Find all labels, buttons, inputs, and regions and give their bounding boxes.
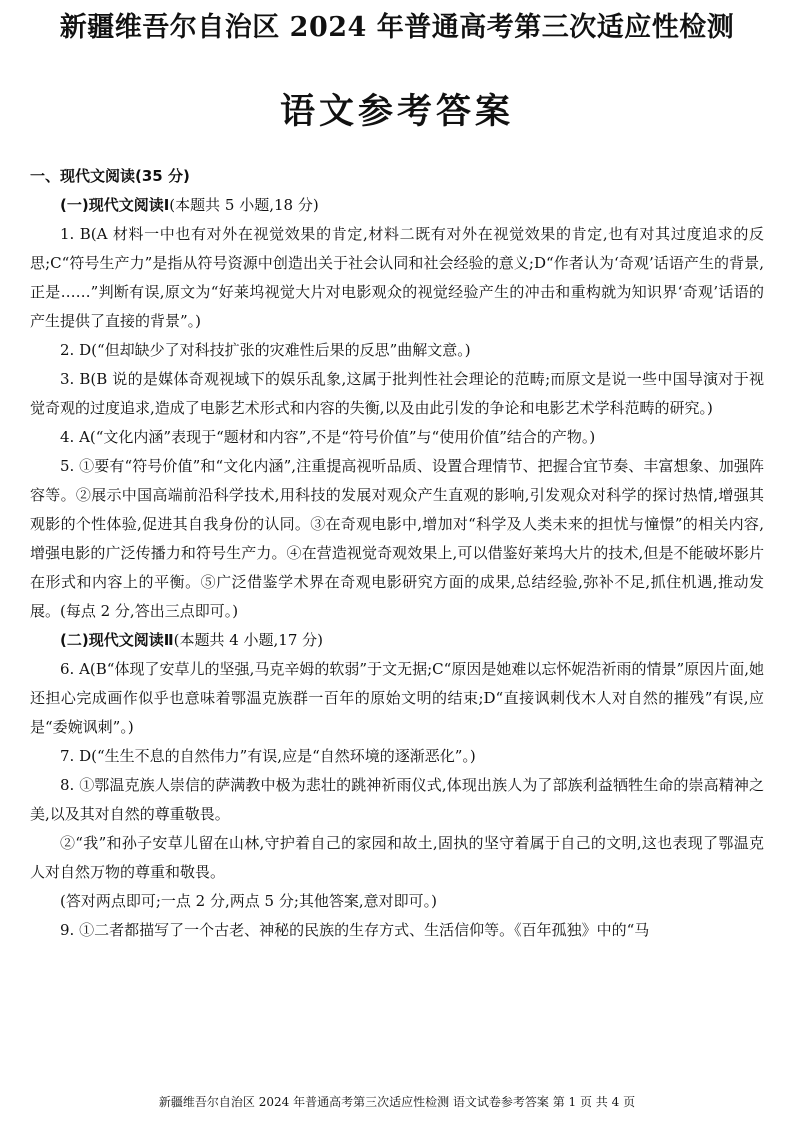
document-title: 语文参考答案 <box>279 92 514 132</box>
answer-q6: 6. A(B“体现了安草儿的坚强,马克辛姆的软弱”于文无据;C“原因是她难以忘怀妮浩祈雨的情景”原因片面,她还担心完成画作似乎也意味着鄂温克族群一百年的原始文明的结束;D“直接讽刺伐木人对自然的摧残”有误,应是“委婉讽刺”。) <box>30 660 764 736</box>
subsection-title: (一)现代文阅读Ⅰ <box>60 196 170 214</box>
answer-q9: 9. ①二者都描写了一个古老、神秘的民族的生存方式、生活信仰等。《百年孤独》中的“马 <box>60 921 650 939</box>
subsection-note: (本题共 5 小题,18 分) <box>169 196 319 214</box>
answer-content <box>30 162 764 945</box>
section-heading-modern-reading: 一、现代文阅读(35 分) <box>30 167 190 185</box>
answer-q5: 5. ①要有“符号价值”和“文化内涵”,注重提高视听品质、设置合理情节、把握合宜节奏、丰富想象、加强阵容等。②展示中国高端前沿科学技术,用科技的发展对观众产生直观的影响,引发观众对科学的探讨热情,增强其观影的个性体验,促进其自我身份的认同。③在奇观电影中,增加对“科学及人类未来的担忧与憧憬”的相关内容,增强电影的广泛传播力和符号生产力。④在营造视觉奇观效果上,可以借鉴好莱坞大片的技术,但是不能破坏影片在形式和内容上的平衡。⑤广泛借鉴学术界在奇观电影研究方面的成果,总结经验,弥补不足,抓住机遇,推动发展。(每点 2 分,答出三点即可。) <box>30 457 764 620</box>
answer-q3: 3. B(B 说的是媒体奇观视域下的娱乐乱象,这属于批判性社会理论的范畴;而原文是说一些中国导演对于视觉奇观的过度追求,造成了电影艺术形式和内容的失衡,以及由此引发的争论和电影艺术学科范畴的研究。) <box>30 370 764 417</box>
answer-q1: 1. B(A 材料一中也有对外在视觉效果的肯定,材料二既有对外在视觉效果的肯定,也有对其过度追求的反思;C“符号生产力”是指从符号资源中创造出关于社会认同和社会经验的意义;D“作者认为‘奇观’话语产生的背景,正是……”判断有误,原文为“好莱坞视觉大片对电影观众的视觉经验产生的冲击和重构就为知识界‘奇观’话语的产生提供了直接的背景”。) <box>30 225 764 330</box>
answer-q4: 4. A(“文化内涵”表现于“题材和内容”,不是“符号价值”与“使用价值”结合的产物。) <box>60 428 596 446</box>
subsection-note: (本题共 4 小题,17 分) <box>173 631 324 649</box>
answer-q8-point-1: 8. ①鄂温克族人崇信的萨满教中极为悲壮的跳神祈雨仪式,体现出族人为了部族利益牺牲生命的崇高精神之美,以及其对自然的尊重敬畏。 <box>30 776 764 823</box>
subsection-title: (二)现代文阅读Ⅱ <box>60 631 174 649</box>
answer-q2: 2. D(“但却缺少了对科技扩张的灾难性后果的反思”曲解文意。) <box>60 341 471 359</box>
answer-q8-point-2: ②“我”和孙子安草儿留在山林,守护着自己的家园和故土,固执的坚守着属于自己的文明,这也表现了鄂温克人对自然万物的尊重和敬畏。 <box>30 834 764 881</box>
subsection-heading-reading-2 <box>30 626 764 655</box>
answer-q7: 7. D(“生生不息的自然伟力”有误,应是“自然环境的逐渐恶化”。) <box>60 747 476 765</box>
subsection-heading-reading-1 <box>30 191 764 220</box>
page-footer: 新疆维吾尔自治区 2024 年普通高考第三次适应性检测 语文试卷参考答案 第 1 页 共 4 页 <box>158 1095 636 1109</box>
answer-q8-scoring-note: (答对两点即可;一点 2 分,两点 5 分;其他答案,意对即可。) <box>60 892 438 910</box>
exam-title: 新疆维吾尔自治区 2024 年普通高考第三次适应性检测 <box>59 12 735 43</box>
